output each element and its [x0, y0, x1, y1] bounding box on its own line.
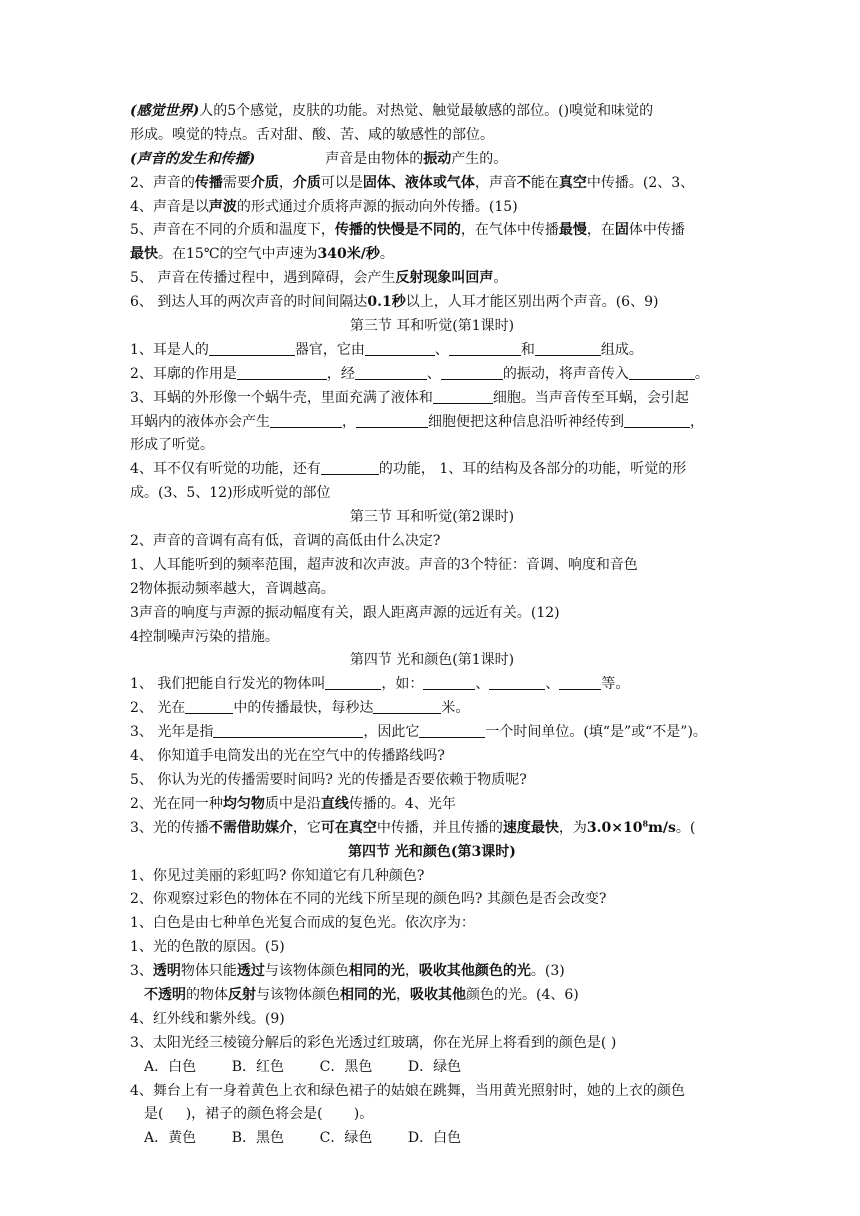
keyword: 介质: [292, 174, 321, 191]
text: 质中是沿: [264, 795, 321, 812]
section-title-sound: (声音的发生和传播): [130, 150, 256, 167]
keyword: 固: [614, 222, 629, 239]
color-question-stage-options: A．黄色 B．黑色 C．绿色 D．白色: [144, 1130, 462, 1147]
sound-line-4: [130, 219, 734, 243]
answer-blank[interactable]: [365, 341, 435, 356]
keyword: 直线: [320, 795, 349, 812]
keyword: 最慢: [558, 222, 587, 239]
text: 中传播。(2、3、: [586, 174, 695, 191]
color-line-2: 2、你观察过彩色的物体在不同的光线下所呈现的颜色吗? 其颜色是否会改变?: [130, 891, 607, 908]
keyword: 速度最快: [502, 819, 559, 836]
text: 中的传播最快，每秒达: [233, 700, 374, 717]
answer-blank[interactable]: [373, 699, 441, 714]
color-line-4: 1、光的色散的原因。(5): [130, 939, 285, 956]
pitch-line-3: 2物体振动频率越大，音调越高。: [130, 580, 335, 597]
text: 3、耳蜗的外形像一个蜗牛壳，里面充满了液体和: [130, 389, 433, 406]
text: 。: [493, 270, 508, 287]
answer-blank[interactable]: [185, 699, 233, 714]
keyword: 0.1秒: [367, 294, 406, 311]
pitch-line-1: 2、声音的音调有高有低，音调的高低由什么决定?: [130, 533, 441, 550]
text: 和: [520, 341, 535, 358]
text: 与该物体颜色: [264, 963, 349, 980]
text: ，它: [292, 819, 321, 836]
text: 。(: [675, 819, 696, 836]
light-question-2: [130, 697, 734, 721]
text: 、: [434, 341, 449, 358]
text: 。: [379, 246, 394, 263]
section-heading-ear-1: 第三节 耳和听觉(第1课时): [349, 318, 515, 335]
keyword: 3.0×10: [586, 819, 643, 836]
text: ，因此它: [363, 724, 420, 741]
text: 以上，人耳才能区别出两个声音。(6、9): [405, 294, 659, 311]
keyword: 声波: [208, 198, 237, 215]
text: 形成。嗅觉的特点。舌对甜、酸、苦、咸的敏感性的部位。: [130, 126, 494, 143]
answer-blank[interactable]: [325, 675, 381, 690]
keyword: 不: [516, 174, 531, 191]
keyword: 振动: [423, 150, 452, 167]
text: 5、 声音在传播过程中，遇到障碍，会产生: [130, 270, 396, 287]
text: 、: [475, 676, 490, 693]
sound-line-5: [130, 243, 734, 267]
answer-blank[interactable]: [355, 365, 427, 380]
answer-blank[interactable]: [535, 341, 601, 356]
ear-question-3-line-1: [130, 387, 734, 411]
answer-blank[interactable]: [433, 389, 493, 404]
text: 耳蜗内的液体亦会产生: [130, 413, 270, 430]
answer-blank[interactable]: [423, 675, 475, 690]
keyword: 均匀物: [222, 795, 265, 812]
section-title-sense-world: (感觉世界): [130, 103, 200, 119]
ear-question-1: [130, 339, 734, 363]
text: ，为: [558, 819, 587, 836]
text: 5、声音在不同的介质和温度下，: [130, 222, 335, 239]
keyword: 固体、液体或气体: [362, 174, 475, 191]
keyword: 传播: [194, 174, 223, 191]
color-question-prism: 3、太阳光经三棱镜分解后的彩色光透过红玻璃，你在光屏上将看到的颜色是( ): [130, 1034, 617, 1051]
text: 形成了听觉。: [130, 437, 214, 454]
text: 米。: [441, 700, 470, 717]
text: 物体只能: [180, 963, 237, 980]
light-line-7: [130, 817, 734, 841]
sound-line-7: [130, 291, 734, 315]
color-line-3: 1、白色是由七种单色光复合而成的复色光。依次序为：: [130, 915, 475, 932]
sense-world-line-1: [130, 100, 734, 124]
text: 3、 光年是指: [130, 724, 214, 741]
answer-blank[interactable]: [449, 341, 521, 356]
answer-blank[interactable]: [489, 675, 545, 690]
text: 6、 到达人耳的两次声音的时间间隔达: [130, 294, 368, 311]
text: 3、光的传播: [130, 819, 209, 836]
text: 一个时间单位。(填“是”或“不是”)。: [485, 724, 707, 741]
text: 细胞便把这种信息沿听神经传到: [428, 413, 624, 430]
text: 中传播，并且传播的: [376, 819, 503, 836]
keyword: 透明: [152, 963, 181, 980]
keyword: 不需借助媒介: [208, 819, 293, 836]
keyword: 吸收其他: [410, 986, 466, 1003]
worksheet-page: [130, 100, 734, 1151]
answer-blank[interactable]: [441, 365, 503, 380]
light-line-6: [130, 793, 734, 817]
text: 、: [426, 365, 441, 382]
keyword: 反射: [228, 986, 256, 1003]
text: 声音是由物体的: [325, 150, 424, 167]
color-line-7: 4、红外线和紫外线。(9): [130, 1010, 285, 1027]
text: ，: [690, 413, 704, 430]
answer-blank[interactable]: [559, 675, 601, 690]
keyword: 介质: [250, 174, 279, 191]
text: 体中传播: [628, 222, 685, 239]
pitch-line-5: 4控制噪声污染的措施。: [130, 628, 279, 645]
text: ，声音: [474, 174, 517, 191]
exponent: 8: [642, 818, 649, 829]
text: 2、耳廓的作用是: [130, 365, 237, 382]
text: 2、光在同一种: [130, 795, 223, 812]
ear-question-4-line-2: [130, 482, 734, 506]
light-question-5: 5、 你认为光的传播需要时间吗? 光的传播是否要依赖于物质呢?: [130, 771, 527, 788]
keyword: 吸收其他颜色的光: [418, 963, 531, 980]
answer-blank[interactable]: [624, 413, 690, 428]
answer-blank[interactable]: [209, 341, 295, 356]
text: 细胞。当声音传至耳蜗，会引起: [492, 389, 689, 406]
ear-question-4-line-1: [130, 458, 734, 482]
color-line-1: 1、你见过美丽的彩虹吗? 你知道它有几种颜色?: [130, 867, 425, 884]
ear-question-2: [130, 363, 734, 387]
sound-section-title-line: [130, 148, 734, 172]
ear-question-3-line-3: [130, 434, 734, 458]
text: 器官，它由: [294, 341, 365, 358]
light-question-1: [130, 673, 734, 697]
text: 。在15℃的空气中声速为: [158, 246, 318, 263]
text: 2、 光在: [130, 700, 186, 717]
keyword: 相同的光: [348, 963, 405, 980]
color-line-6: [130, 984, 734, 1008]
keyword: 最快: [130, 246, 158, 263]
answer-blank[interactable]: [270, 413, 342, 428]
color-question-prism-options: A．白色 B．红色 C．黑色 D．绿色: [144, 1058, 462, 1075]
answer-blank[interactable]: [356, 413, 428, 428]
keyword: 透过: [236, 963, 265, 980]
keyword: m/s: [648, 819, 676, 836]
text: ，在气体中传播: [460, 222, 559, 239]
light-question-3: [130, 721, 734, 745]
sound-line-6: [130, 267, 734, 291]
answer-blank[interactable]: [213, 723, 363, 738]
text: 的功能， 1、耳的结构及各部分的功能，听觉的形: [378, 461, 687, 478]
pitch-line-2: 1、人耳能听到的频率范围，超声波和次声波。声音的3个特征：音调、响度和音色: [130, 556, 638, 573]
answer-blank[interactable]: [321, 460, 379, 475]
text: 。: [694, 365, 709, 382]
sound-line-2: [130, 172, 734, 196]
text: ，如：: [381, 676, 424, 693]
answer-blank[interactable]: [237, 365, 327, 380]
color-line-5: [130, 960, 734, 984]
text: 2、声音的: [130, 174, 195, 191]
text: 1、 我们把能自行发光的物体叫: [130, 676, 326, 693]
color-question-stage-line-1: 4、舞台上有一身着黄色上衣和绿色裙子的姑娘在跳舞，当用黄光照射时，她的上衣的颜色: [130, 1082, 685, 1099]
color-question-stage-line-2: 是( )，裙子的颜色将会是( )。: [144, 1106, 374, 1123]
text: 可以是: [320, 174, 363, 191]
section-heading-ear-2: 第三节 耳和听觉(第2课时): [349, 509, 515, 526]
keyword: 真空: [558, 174, 587, 191]
answer-blank[interactable]: [419, 723, 485, 738]
text: 产生的。: [451, 150, 508, 167]
sound-line-3: [130, 196, 734, 220]
section-heading-light-1: 第四节 光和颜色(第1课时): [349, 652, 515, 669]
text: ，: [404, 963, 419, 980]
text: 。(3): [530, 963, 565, 980]
text: ，: [342, 413, 356, 430]
text: 等。: [601, 676, 630, 693]
text: 、: [545, 676, 560, 693]
section-heading-light-3: 第四节 光和颜色(第3课时): [348, 843, 516, 860]
text: 的形式通过介质将声源的振动向外传播。(15): [236, 198, 518, 215]
text: 的振动，将声音传入: [502, 365, 629, 382]
text: 的物体: [186, 986, 228, 1003]
text: 1、耳是人的: [130, 341, 209, 358]
text: ，经: [326, 365, 355, 382]
text: 与该物体颜色: [256, 986, 340, 1003]
keyword: 相同的光: [340, 986, 396, 1003]
keyword: 不透明: [144, 986, 186, 1003]
text: 颜色的光。(4、6): [466, 986, 579, 1003]
light-question-4: 4、 你知道手电筒发出的光在空气中的传播路线吗?: [130, 748, 445, 765]
text: 传播的。4、光年: [348, 795, 456, 812]
keyword: 340米/秒: [317, 246, 380, 263]
text: 需要: [222, 174, 251, 191]
text: 3、: [130, 963, 153, 980]
sense-world-line-2: [130, 124, 734, 148]
keyword: 传播的快慢是不同的: [334, 222, 461, 239]
text: 组成。: [600, 341, 643, 358]
ear-question-3-line-2: [130, 411, 734, 435]
keyword: 可在真空: [320, 819, 377, 836]
text: 能在: [530, 174, 559, 191]
text: ，: [278, 174, 293, 191]
pitch-line-4: 3声音的响度与声源的振动幅度有关，跟人距离声源的远近有关。(12): [130, 604, 560, 621]
text: 4、声音是以: [130, 198, 209, 215]
text: 4、耳不仅有听觉的功能，还有: [130, 461, 321, 478]
text: 成。(3、5、12)形成听觉的部位: [130, 485, 331, 502]
text: ，: [396, 986, 410, 1003]
text: ，在: [586, 222, 615, 239]
keyword: 反射现象叫回声: [395, 270, 494, 287]
text: 人的5个感觉，皮肤的功能。对热觉、触觉最敏感的部位。()嗅觉和味觉的: [199, 103, 654, 119]
answer-blank[interactable]: [629, 365, 695, 380]
